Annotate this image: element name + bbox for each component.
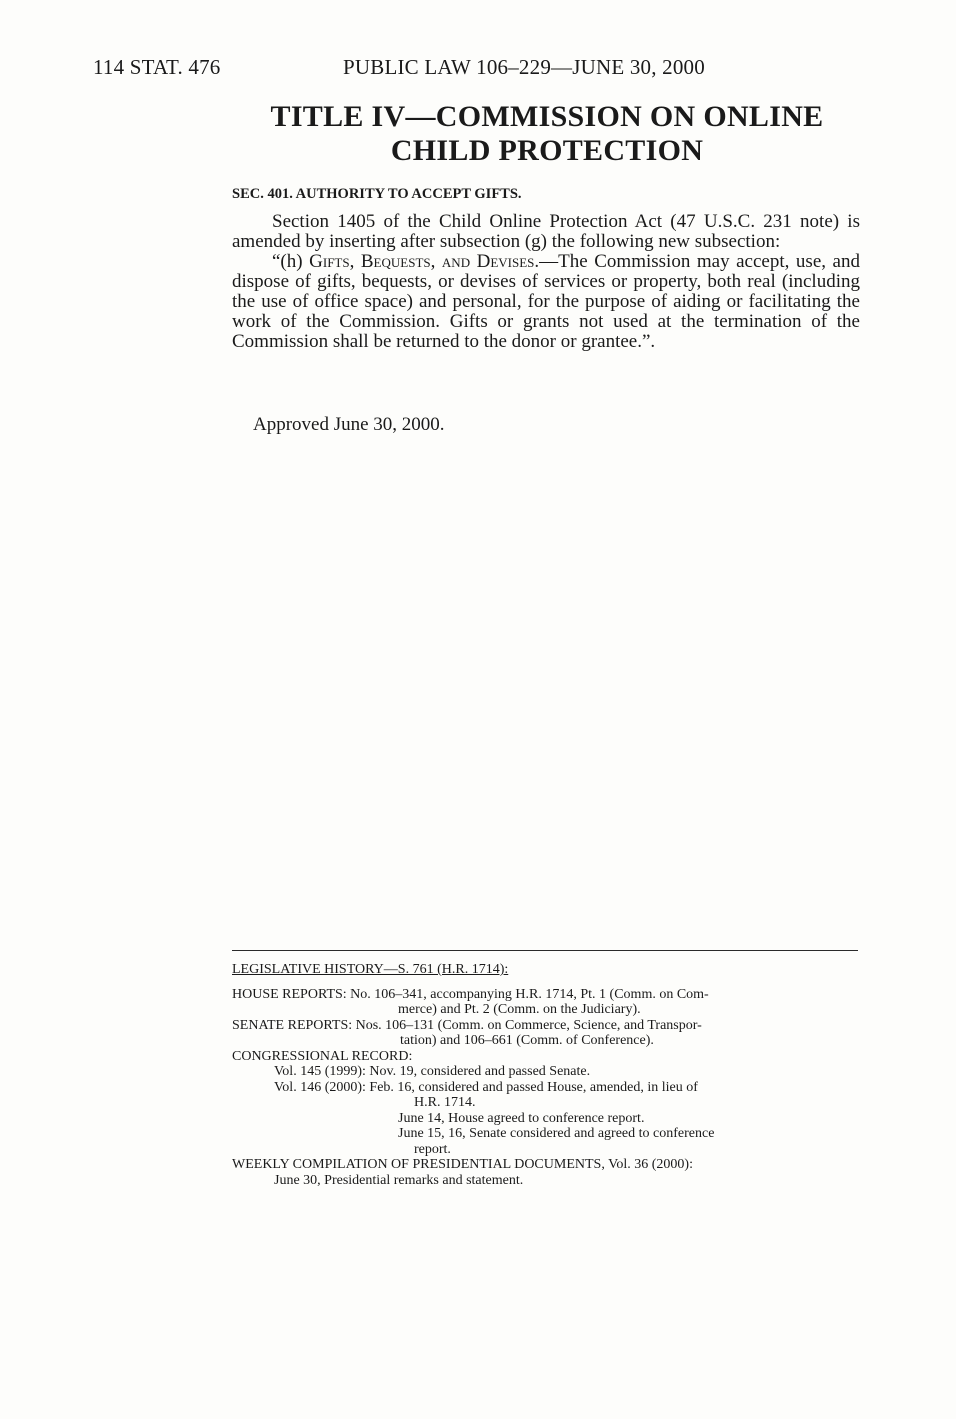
subsection-lead: “(h) xyxy=(272,251,310,272)
title-line-1: TITLE IV—COMMISSION ON ONLINE xyxy=(270,100,824,133)
section-paragraph-1: Section 1405 of the Child Online Protection Act (47 U.S.C. 231 note) is amended by inserting after subsection (g) the following new subsection: xyxy=(232,211,860,252)
title-line-2: CHILD PROTECTION xyxy=(390,134,704,167)
subsection-body: —The Commission may accept, use, and dispose of gifts, bequests, or devises of services or property, both real (including the use of office space) and personal, for the purpose of aiding or facilitating the work of the Commission. Gifts or grants not used at the termination of the Commission shall be returned to the donor or grantee.”. xyxy=(232,251,860,352)
legislative-history xyxy=(232,962,860,1188)
footnote-divider xyxy=(232,950,858,951)
running-head-law: PUBLIC LAW 106–229—JUNE 30, 2000 xyxy=(343,55,705,79)
house-reports-line-1: HOUSE REPORTS: No. 106–341, accompanying H.R. 1714, Pt. 1 (Comm. on Com- xyxy=(232,986,709,1002)
weekly-compilation-line-2: June 30, Presidential remarks and statement. xyxy=(274,1172,524,1188)
approval-date: Approved June 30, 2000. xyxy=(253,414,445,435)
vol-145-entry: Vol. 145 (1999): Nov. 19, considered and passed Senate. xyxy=(274,1064,591,1079)
section-paragraph-2 xyxy=(232,252,860,352)
legislative-history-heading: LEGISLATIVE HISTORY—S. 761 (H.R. 1714): xyxy=(232,962,509,977)
section-body xyxy=(232,212,860,352)
house-reports-line-2: merce) and Pt. 2 (Comm. on the Judiciary). xyxy=(398,1002,641,1017)
section-heading: SEC. 401. AUTHORITY TO ACCEPT GIFTS. xyxy=(232,186,522,202)
vol-146-entry-3: June 14, House agreed to conference report. xyxy=(398,1110,645,1126)
senate-reports-line-1: SENATE REPORTS: Nos. 106–131 (Comm. on Commerce, Science, and Transpor- xyxy=(232,1017,702,1033)
stat-page-number: 114 STAT. 476 xyxy=(93,55,221,79)
vol-146-entry-2: H.R. 1714. xyxy=(414,1095,476,1110)
subsection-heading: Gifts, Bequests, and Devises. xyxy=(309,251,540,272)
vol-146-entry-1: Vol. 146 (2000): Feb. 16, considered and passed House, amended, in lieu of xyxy=(274,1079,698,1095)
weekly-compilation-line-1: WEEKLY COMPILATION OF PRESIDENTIAL DOCUMENTS, Vol. 36 (2000): xyxy=(232,1157,693,1172)
title-heading xyxy=(232,100,862,168)
vol-146-entry-4: June 15, 16, Senate considered and agreed to conference xyxy=(398,1126,715,1141)
congressional-record-heading: CONGRESSIONAL RECORD: xyxy=(232,1048,413,1064)
vol-146-entry-5: report. xyxy=(414,1141,451,1157)
senate-reports-line-2: tation) and 106–661 (Comm. of Conference). xyxy=(400,1033,654,1048)
